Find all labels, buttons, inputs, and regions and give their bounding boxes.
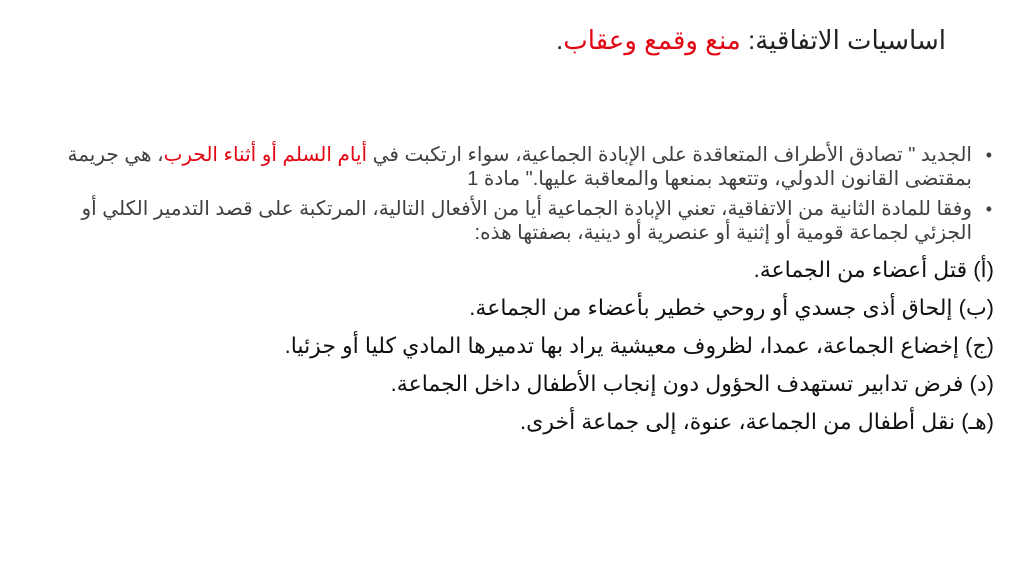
- slide-body: [32, 143, 994, 441]
- title-highlight: منع وقمع وعقاب: [563, 25, 741, 55]
- act-item-a: (أ) قتل أعضاء من الجماعة.: [753, 257, 994, 282]
- act-item-b: (ب) إلحاق أذى جسدي أو روحي خطير بأعضاء من الجماعة.: [469, 295, 994, 320]
- bullet-text: وفقا للمادة الثانية من الاتفاقية، تعني الإبادة الجماعية أيا من الأفعال التالية، المرتكبة على قصد التدمير الكلي أو الجزئي لجماعة قومية أو إثنية أو عنصرية أو دينية، بصفتها هذه:: [81, 198, 972, 244]
- title-suffix: .: [556, 25, 564, 55]
- bullet-article-1: [32, 143, 994, 191]
- act-item-d: (د) فرض تدابير تستهدف الحؤول دون إنجاب الأطفال داخل الجماعة.: [390, 371, 994, 396]
- title-prefix: اساسيات الاتفاقية:: [740, 25, 946, 55]
- bullet-text-after: ، هي جريمة بمقتضى القانون الدولي، وتتعهد بمنعها والمعاقبة عليها." مادة 1: [67, 144, 972, 190]
- act-item-e: (هـ) نقل أطفال من الجماعة، عنوة، إلى جماعة أخرى.: [520, 409, 994, 434]
- acts-list: [32, 251, 994, 441]
- bullet-article-2: [32, 197, 994, 245]
- bullet-text-highlight: أيام السلم أو أثناء الحرب: [163, 144, 368, 166]
- bullet-text-before: الجديد " تصادق الأطراف المتعاقدة على الإبادة الجماعية، سواء ارتكبت في: [367, 144, 972, 166]
- slide-title: [246, 22, 946, 58]
- act-item-c: (ج) إخضاع الجماعة، عمدا، لظروف معيشية يراد بها تدميرها المادي كليا أو جزئيا.: [284, 333, 994, 358]
- bullet-dot-icon: •: [985, 199, 992, 219]
- bullet-dot-icon: •: [985, 145, 992, 165]
